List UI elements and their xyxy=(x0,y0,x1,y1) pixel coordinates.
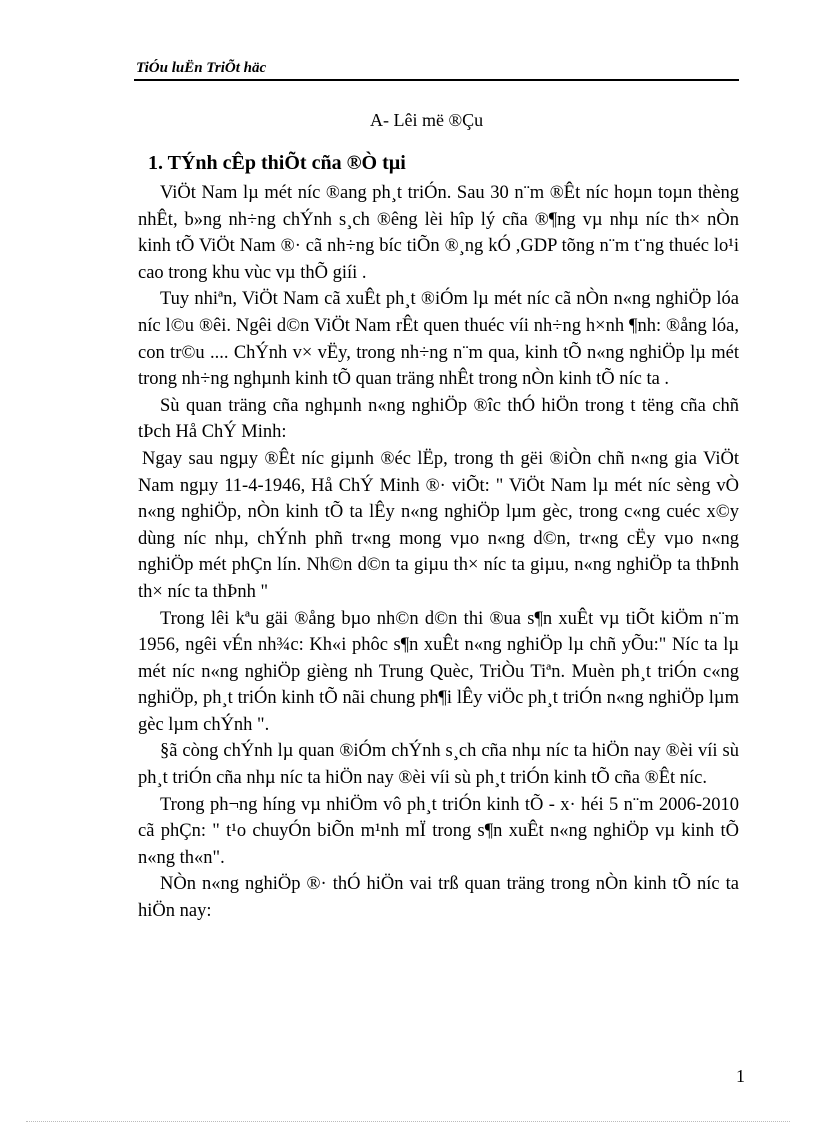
subsection-heading: 1. TÝnh cÊp thiÕt cña ®Ò tµi xyxy=(148,152,406,174)
paragraph: Ngay sau ngµy ®Êt níc giµnh ®éc lËp, trong th gëi ®iÒn chñ n«ng gia ViÖt Nam ngµy 11-4-1946, Hå ChÝ Minh ®· viÕt: " ViÖt Nam lµ mét níc sèng vÒ n«ng nghiÖp, nÒn kinh tÕ ta lÊy n«ng nghiÖp lµm gèc, trong c«ng cuéc x©y dùng níc nhµ, chÝnh phñ tr«ng mong vµo n«ng d©n, tr«ng cËy vµo n«ng nghiÖp mét phÇn lín. Nh©n d©n ta giµu th× níc ta giµu, n«ng nghiÖp ta thÞnh th× níc ta thÞnh " xyxy=(138,448,739,602)
paragraph: Trong ph¬ng híng vµ nhiÖm vô ph¸t triÓn kinh tÕ - x· héi 5 n¨m 2006-2010 cã phÇn: " t¹o chuyÓn biÕn m¹nh mÏ trong s¶n xuÊt n«ng nghiÖp vµ kinh tÕ n«ng th«n". xyxy=(138,794,739,868)
page-bottom-divider xyxy=(26,1121,790,1122)
paragraph: Sù quan träng cña nghµnh n«ng nghiÖp ®îc thÓ hiÖn trong t tëng cña chñ tÞch Hå ChÝ Minh: xyxy=(138,395,739,443)
paragraph: NÒn n«ng nghiÖp ®· thÓ hiÖn vai trß quan träng trong nÒn kinh tÕ níc ta hiÖn nay: xyxy=(138,874,739,922)
paragraph: §ã còng chÝnh lµ quan ®iÓm chÝnh s¸ch cña nhµ níc ta hiÖn nay ®èi víi sù ph¸t triÓn cña nhµ níc ta hiÖn nay ®èi víi sù ph¸t triÓn kinh tÕ cña ®Êt níc. xyxy=(138,741,739,789)
section-heading: A- Lêi më ®Çu xyxy=(370,110,484,130)
paragraph: ViÖt Nam lµ mét níc ®ang ph¸t triÓn. Sau 30 n¨m ®Êt níc hoµn toµn thèng nhÊt, b»ng nh÷ng chÝnh s¸ch ®êng lèi hîp lý cña ®¶ng vµ nhµ níc th× nÒn kinh tÕ ViÖt Nam ®· cã nh÷ng bíc tiÕn ®¸ng kÓ ,GDP tõng n¨m t¨ng thuéc lo¹i cao trong khu vùc vµ thÕ giíi . xyxy=(138,183,739,283)
running-header-title: TiÓu luËn TriÕt häc xyxy=(136,60,267,76)
body-text xyxy=(138,180,739,925)
page-number: 1 xyxy=(736,1066,745,1086)
paragraph: Tuy nhiªn, ViÖt Nam cã xuÊt ph¸t ®iÓm lµ mét níc cã nÒn n«ng nghiÖp lóa níc l©u ®êi. Ngêi d©n ViÖt Nam rÊt quen thuéc víi nh÷ng h×nh ¶nh: ®ång lóa, con tr©u .... ChÝnh v× vËy, trong nh÷ng n¨m qua, kinh tÕ n«ng nghiÖp lµ mét trong nh÷ng nghµnh kinh tÕ quan träng nhÊt trong nÒn kinh tÕ níc ta . xyxy=(138,289,739,390)
paragraph: Trong lêi kªu gäi ®ång bµo nh©n d©n thi ®ua s¶n xuÊt vµ tiÕt kiÖm n¨m 1956, ngêi vÉn nh¾c: Kh«i phôc s¶n xuÊt n«ng nghiÖp lµ chñ yÕu:" Níc ta lµ mét níc n«ng nghiÖp gièng nh Trung Quèc, TriÒu Tiªn. Muèn ph¸t triÓn c«ng nghiÖp, ph¸t triÓn kinh tÕ nãi chung ph¶i lÊy viÖc ph¸t triÓn n«ng nghiÖp lµm gèc lµm chÝnh ". xyxy=(138,608,739,735)
header-divider xyxy=(134,79,739,81)
